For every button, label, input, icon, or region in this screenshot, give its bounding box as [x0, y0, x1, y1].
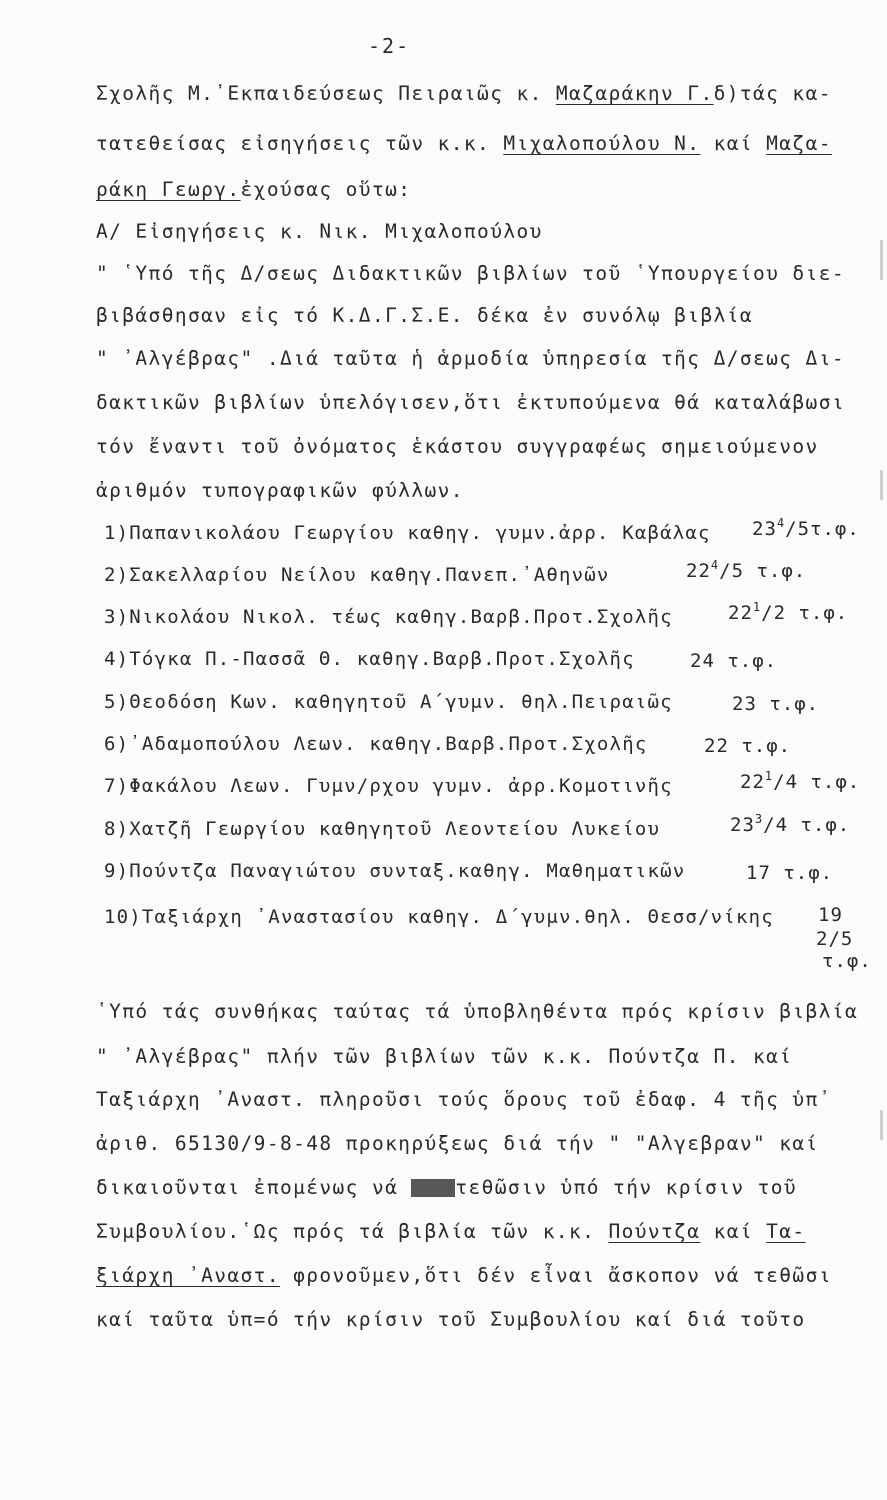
text-span: τατεθείσας εἰσηγήσεις τῶν κ.κ. — [96, 132, 504, 155]
list-item-text: 5)Θεοδόση Κων. καθηγητοῦ Α΄γυμν. θηλ.Πειραιῶς — [104, 691, 673, 713]
section-a-line-3: " ᾿Αλγέβρας" .Διά ταῦτα ἡ ἁρμοδία ὑπηρεσία τῆς Δ/σεως Δι- — [96, 347, 845, 370]
text-span: τεθῶσιν ὑπό τήν κρίσιν τοῦ — [455, 1176, 798, 1199]
intro-line-2 — [96, 134, 832, 154]
underlined-name: Μαζα- — [766, 132, 832, 155]
list-item — [104, 524, 711, 543]
list-item-value — [740, 769, 860, 793]
list-item-text: 3)Νικολάου Νικολ. τέως καθηγ.Βαρβ.Προτ.Σχολῆς — [104, 606, 673, 628]
section-a-line-2: βιβάσθησαν εἰς τό Κ.Δ.Γ.Σ.Ε. δέκα ἐν συνόλῳ βιβλία — [96, 304, 753, 327]
value-superscript: 4 — [710, 558, 720, 572]
ink-blot — [411, 1179, 455, 1197]
text-span: Συμβουλίου.῾Ως πρός τά βιβλία τῶν κ.κ. — [96, 1220, 609, 1243]
list-item-value — [704, 735, 791, 757]
list-item-text: 4)Τόγκα Π.-Πασσᾶ Θ. καθηγ.Βαρβ.Προτ.Σχολῆς — [104, 648, 635, 670]
value-number: 23 τ.φ. — [732, 693, 820, 715]
page-number: -2- — [368, 34, 411, 58]
closing-line-1: ῾Υπό τάς συνθήκας ταύτας τά ὑποβληθέντα πρός κρίσιν βιβλία — [96, 1000, 859, 1023]
underlined-name: ράκη Γεωργ. — [96, 178, 241, 201]
section-a-heading: Α/ Εἰσηγήσεις κ. Νικ. Μιχαλοπούλου — [96, 220, 543, 243]
value-rest: /5τ.φ. — [785, 518, 860, 540]
underlined-name: Μιχαλοπούλου Ν. — [503, 132, 701, 155]
list-item-text: 9)Πούντζα Παναγιώτου συνταξ.καθηγ. Μαθηματικῶν — [104, 860, 686, 882]
list-item-value — [732, 693, 819, 715]
list-item-value — [690, 650, 777, 672]
value-number: 22 — [740, 771, 765, 793]
underlined-name: Πούντζα — [608, 1220, 701, 1243]
text-span: καί — [700, 1220, 767, 1243]
closing-line-7 — [96, 1266, 832, 1286]
intro-line-1 — [96, 84, 832, 104]
value-rest: /5 τ.φ. — [719, 560, 807, 582]
closing-line-5 — [96, 1178, 797, 1198]
value-number: 17 τ.φ. — [746, 862, 834, 884]
list-item-text: 8)Χατζῆ Γεωργίου καθηγητοῦ Λεοντείου Λυκείου — [104, 818, 661, 840]
closing-line-8: καί ταῦτα ὑπ=ό τήν κρίσιν τοῦ Συμβουλίου καί διά τοῦτο — [96, 1308, 806, 1331]
list-item-value — [728, 600, 848, 624]
list-item-unit: τ.φ. — [822, 950, 872, 972]
list-item-value — [818, 904, 843, 926]
value-superscript: 1 — [764, 769, 774, 783]
value-superscript: 3 — [754, 812, 764, 826]
closing-line-4: ἀριθ. 65130/9-8-48 προκηρύξεως διά τήν " "Αλγεβραν" καί — [96, 1132, 819, 1155]
text-span: Σχολῆς Μ.᾿Εκπαιδεύσεως Πειραιῶς κ. — [96, 82, 556, 105]
list-item-fraction: 2/5 — [816, 928, 854, 950]
section-a-line-6: ἀριθμόν τυπογραφικῶν φύλλων. — [96, 479, 464, 502]
text-span: ἐχούσας οὕτω: — [240, 178, 412, 201]
value-rest: /2 τ.φ. — [761, 602, 849, 624]
list-item-value — [730, 812, 850, 836]
value-number: 22 — [728, 602, 753, 624]
scan-edge-mark — [880, 470, 883, 500]
list-item — [104, 693, 673, 712]
list-item-text: 2)Σακελλαρίου Νείλου καθηγ.Πανεπ.᾿Αθηνῶν — [104, 564, 610, 586]
value-rest: /4 τ.φ. — [763, 814, 851, 836]
list-item — [104, 566, 610, 585]
closing-line-3: Ταξιάρχη ᾿Αναστ. πληροῦσι τούς ὅρους τοῦ ἐδαφ. 4 τῆς ὑπ᾿ — [96, 1088, 832, 1111]
list-item — [104, 608, 673, 627]
list-item — [104, 735, 647, 754]
section-a-line-5: τόν ἔναντι τοῦ ὀνόματος ἑκάστου συγγραφέως σημειούμενον — [96, 435, 819, 458]
list-item-text: 7)Φακάλου Λεων. Γυμν/ρχου γυμν. ἀρρ.Κομοτινῆς — [104, 775, 673, 797]
value-number: 22 τ.φ. — [704, 735, 792, 757]
value-number: 24 τ.φ. — [690, 650, 778, 672]
section-a-line-1: " ῾Υπό τῆς Δ/σεως Διδακτικῶν βιβλίων τοῦ ῾Υπουργείου διε- — [96, 262, 845, 285]
text-span: δικαιοῦνται ἐπομένως νά — [96, 1176, 412, 1199]
list-item — [104, 862, 685, 881]
list-item — [104, 650, 635, 669]
underlined-name: ξιάρχη ᾿Αναστ. — [96, 1264, 280, 1287]
value-number: 22 — [686, 560, 711, 582]
value-number: 23 — [752, 518, 777, 540]
value-number: 19 — [818, 904, 843, 926]
value-rest: /4 τ.φ. — [773, 771, 861, 793]
text-span: φρονοῦμεν,ὅτι δέν εἶναι ἄσκοπον νά τεθῶσι — [279, 1264, 832, 1287]
closing-line-2: " ᾿Αλγέβρας" πλήν τῶν βιβλίων τῶν κ.κ. Πούντζα Π. καί — [96, 1045, 793, 1068]
list-item — [104, 777, 673, 796]
list-item-text: 10)Ταξιάρχη ᾿Αναστασίου καθηγ. Δ΄γυμν.θηλ. Θεσσ/νίκης — [104, 906, 774, 928]
list-item-text: 1)Παπανικολάου Γεωργίου καθηγ. γυμν.ἀρρ. Καβάλας — [104, 522, 711, 544]
underlined-name: Μαζαράκην Γ. — [555, 82, 714, 105]
list-item-value — [752, 516, 860, 540]
text-span: δ)τάς κα- — [713, 82, 832, 105]
list-item-text: 6)᾿Αδαμοπούλου Λεων. καθηγ.Βαρβ.Προτ.Σχολῆς — [104, 733, 648, 755]
list-item-value — [686, 558, 806, 582]
text-span: καί — [700, 132, 767, 155]
list-item — [104, 820, 660, 839]
value-superscript: 1 — [752, 600, 762, 614]
closing-line-6 — [96, 1222, 806, 1242]
section-a-line-4: δακτικῶν βιβλίων ὑπελόγισεν,ὅτι ἐκτυπούμενα θά καταλάβωσι — [96, 391, 845, 414]
intro-line-3 — [96, 180, 411, 200]
value-number: 23 — [730, 814, 755, 836]
list-item-value — [746, 862, 833, 884]
value-superscript: 4 — [776, 516, 786, 530]
scan-edge-mark — [880, 240, 883, 280]
scan-edge-mark — [880, 1110, 883, 1140]
underlined-name: Τα- — [766, 1220, 806, 1243]
list-item — [104, 908, 774, 927]
